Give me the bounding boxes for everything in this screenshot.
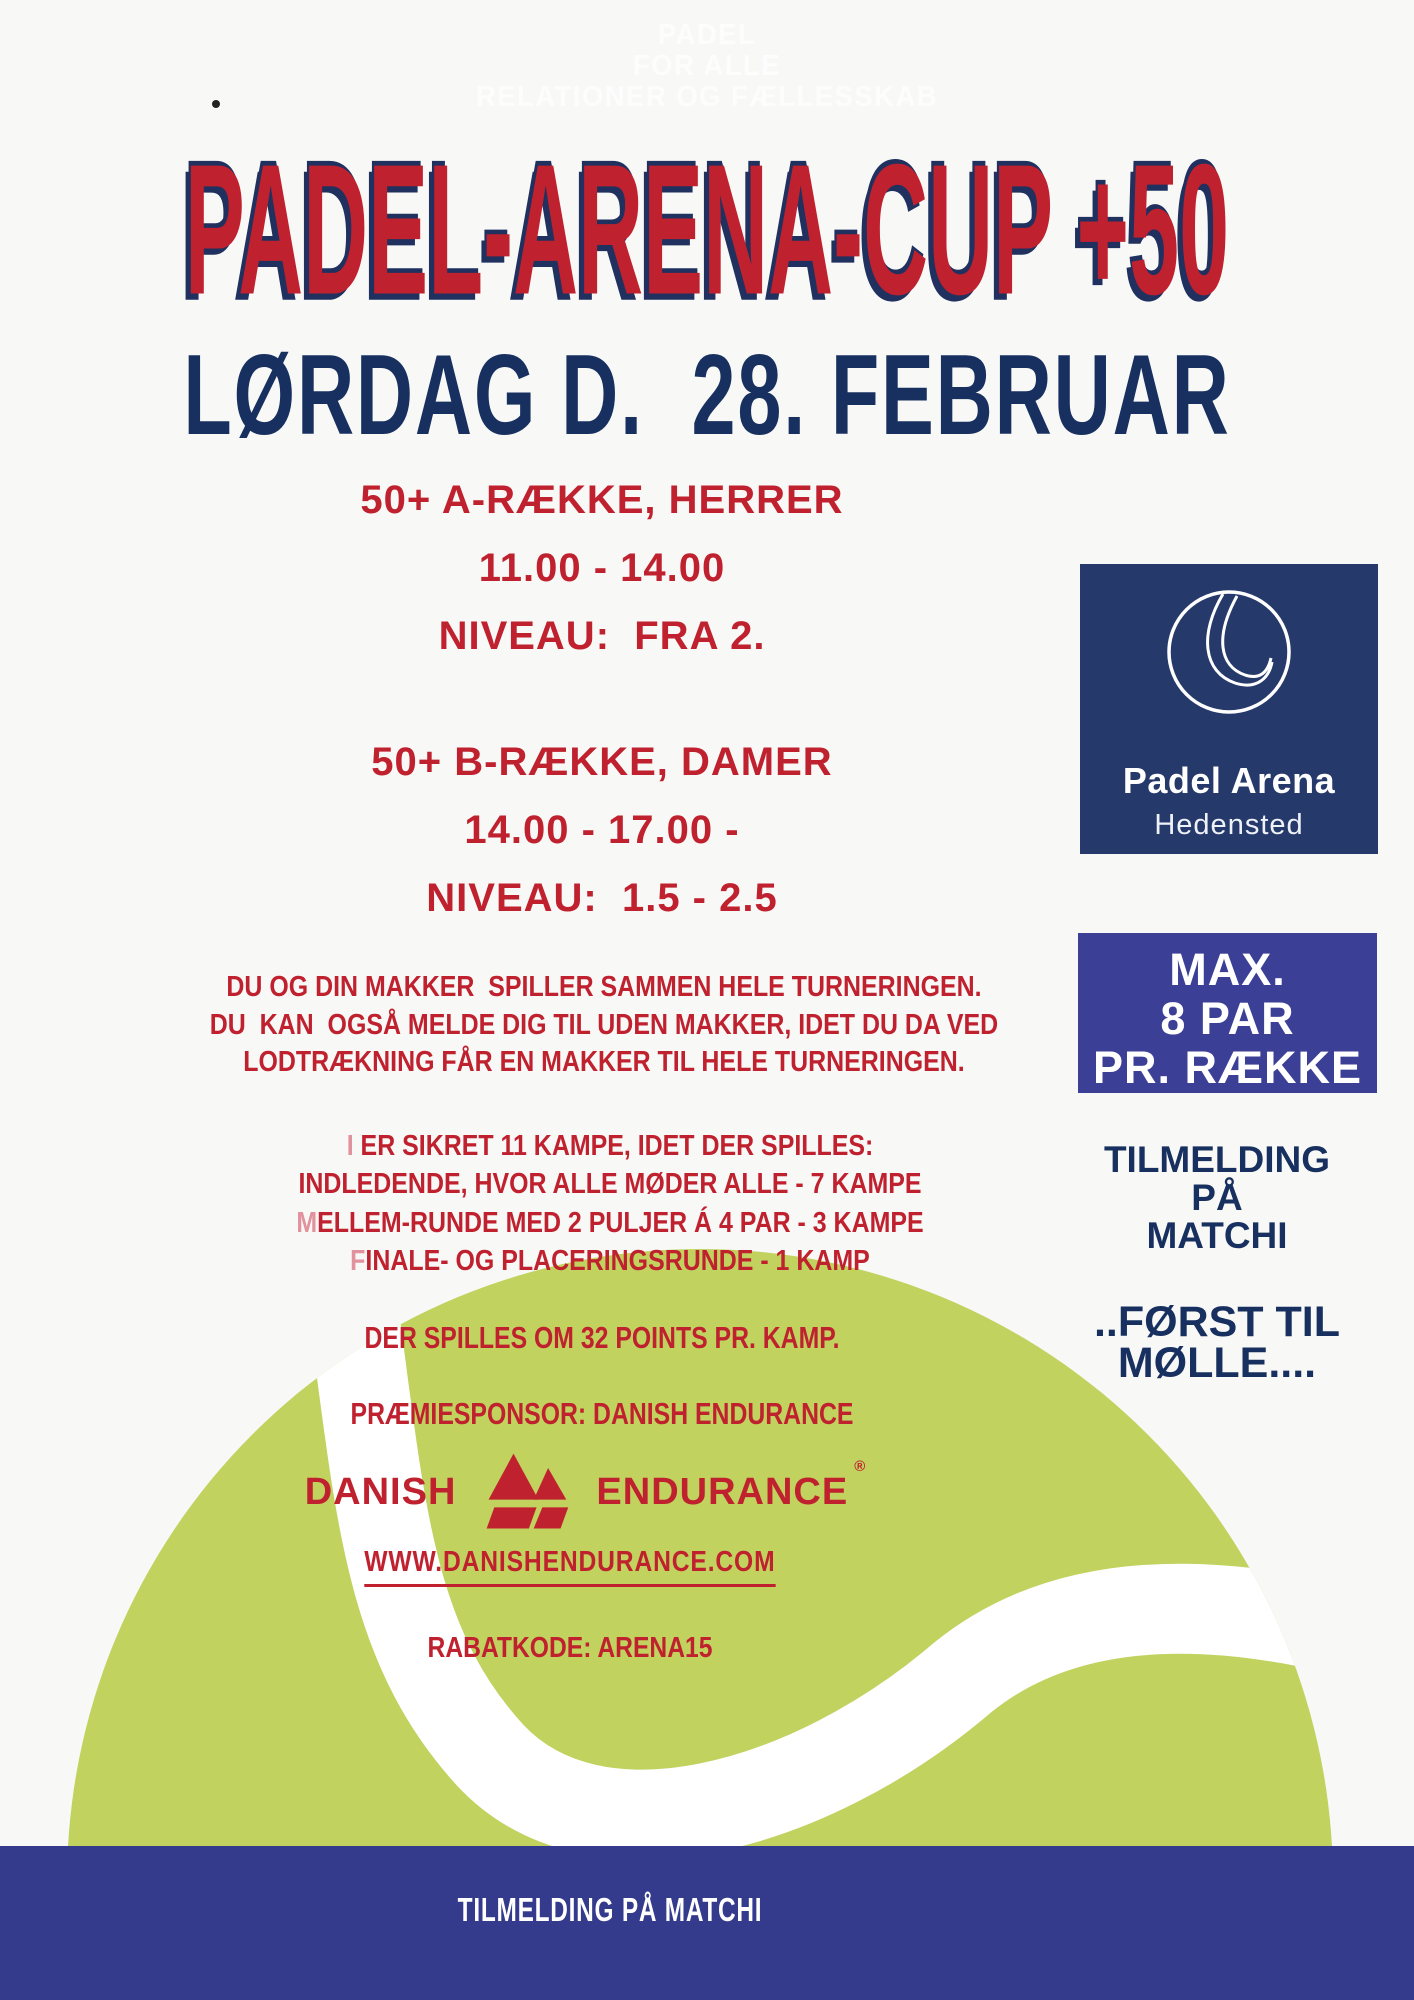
first-come-note <box>1062 1298 1372 1387</box>
series-b-level: NIVEAU: 1.5 - 2.5 <box>426 876 778 920</box>
line-rest: INDLEDENDE, HVOR ALLE MØDER ALLE - 7 KAMPE <box>298 1168 922 1201</box>
points-note: DER SPILLES OM 32 POINTS PR. KAMP. <box>364 1320 840 1355</box>
sponsor-logo-word2: ENDURANCE <box>596 1470 849 1513</box>
watermark-line: FOR ALLE <box>632 50 782 82</box>
line-rest: INALE- OG PLACERINGSRUNDE - 1 KAMP <box>365 1244 870 1277</box>
max-box-line: PR. RÆKKE <box>1092 1042 1363 1093</box>
max-pairs-box <box>1078 933 1377 1093</box>
sponsor-logo <box>0 1452 1170 1532</box>
paragraph-line <box>92 1204 1127 1242</box>
series-a-time: 11.00 - 14.00 <box>478 546 726 590</box>
paragraph-line <box>92 1165 1127 1203</box>
club-logo-name: Padel Arena <box>1122 760 1336 801</box>
event-date: LØRDAG D. 28. FEBRUAR <box>183 330 1231 459</box>
line-rest: ELLEM-RUNDE MED 2 PULJER Á 4 PAR - 3 KAMPE <box>317 1206 924 1239</box>
paragraph-line: LODTRÆKNING FÅR EN MAKKER TIL HELE TURNERINGEN. <box>243 1046 965 1078</box>
lead-letter: F <box>350 1244 366 1277</box>
partner-paragraph <box>85 969 1124 1082</box>
series-a-block <box>107 466 1097 670</box>
mountain-logo-icon <box>478 1453 574 1531</box>
sponsor-note: PRÆMIESPONSOR: DANISH ENDURANCE <box>350 1396 854 1431</box>
series-b-title: 50+ B-RÆKKE, DAMER <box>371 740 833 784</box>
website-link[interactable]: WWW.DANISHENDURANCE.COM <box>364 1546 775 1587</box>
lead-letter: I <box>346 1130 354 1162</box>
sponsor-logo-word1: DANISH <box>304 1470 457 1513</box>
series-a-title: 50+ A-RÆKKE, HERRER <box>360 478 844 522</box>
club-logo <box>1080 564 1378 854</box>
paragraph-line: DU KAN OGSÅ MELDE DIG TIL UDEN MAKKER, IDET DU DA VED <box>209 1008 999 1041</box>
first-come-line: MØLLE.... <box>1117 1339 1317 1387</box>
format-paragraph <box>92 1127 1127 1280</box>
series-a-level: NIVEAU: FRA 2. <box>438 614 766 658</box>
paragraph-line <box>92 1127 1127 1165</box>
signup-line: MATCHI <box>1146 1215 1288 1256</box>
first-come-line: ..FØRST TIL <box>1093 1298 1341 1346</box>
registered-trademark-icon: ® <box>854 1458 866 1475</box>
max-box-line: 8 PAR <box>1160 993 1295 1044</box>
watermark-line: PADEL <box>657 19 757 51</box>
signup-line: PÅ <box>1191 1177 1243 1218</box>
max-box-line: MAX. <box>1169 944 1286 995</box>
line-rest: ER SIKRET 11 KAMPE, IDET DER SPILLES: <box>353 1130 874 1162</box>
series-b-block <box>107 728 1097 932</box>
page-title: PADEL-ARENA-CUP +50 <box>184 126 1230 334</box>
watermark-text <box>35 20 1378 113</box>
watermark-line: RELATIONER OG FÆLLESSKAB <box>475 81 939 113</box>
bullet-dot <box>212 100 220 108</box>
signup-line: TILMELDING <box>1103 1139 1331 1180</box>
tennis-ball-icon <box>1163 586 1295 718</box>
footer-text: TILMELDING PÅ MATCHI <box>457 1891 763 1928</box>
signup-note <box>1062 1141 1372 1255</box>
series-b-time: 14.00 - 17.00 - <box>464 808 740 852</box>
lead-letter: M <box>296 1206 318 1239</box>
footer-bar <box>0 1846 1414 2000</box>
club-logo-city: Hedensted <box>1154 809 1304 841</box>
paragraph-line <box>92 1242 1127 1280</box>
paragraph-line: DU OG DIN MAKKER SPILLER SAMMEN HELE TURNERINGEN. <box>226 971 982 1003</box>
discount-code: RABATKODE: ARENA15 <box>427 1632 713 1664</box>
website-row <box>0 1546 1140 1587</box>
